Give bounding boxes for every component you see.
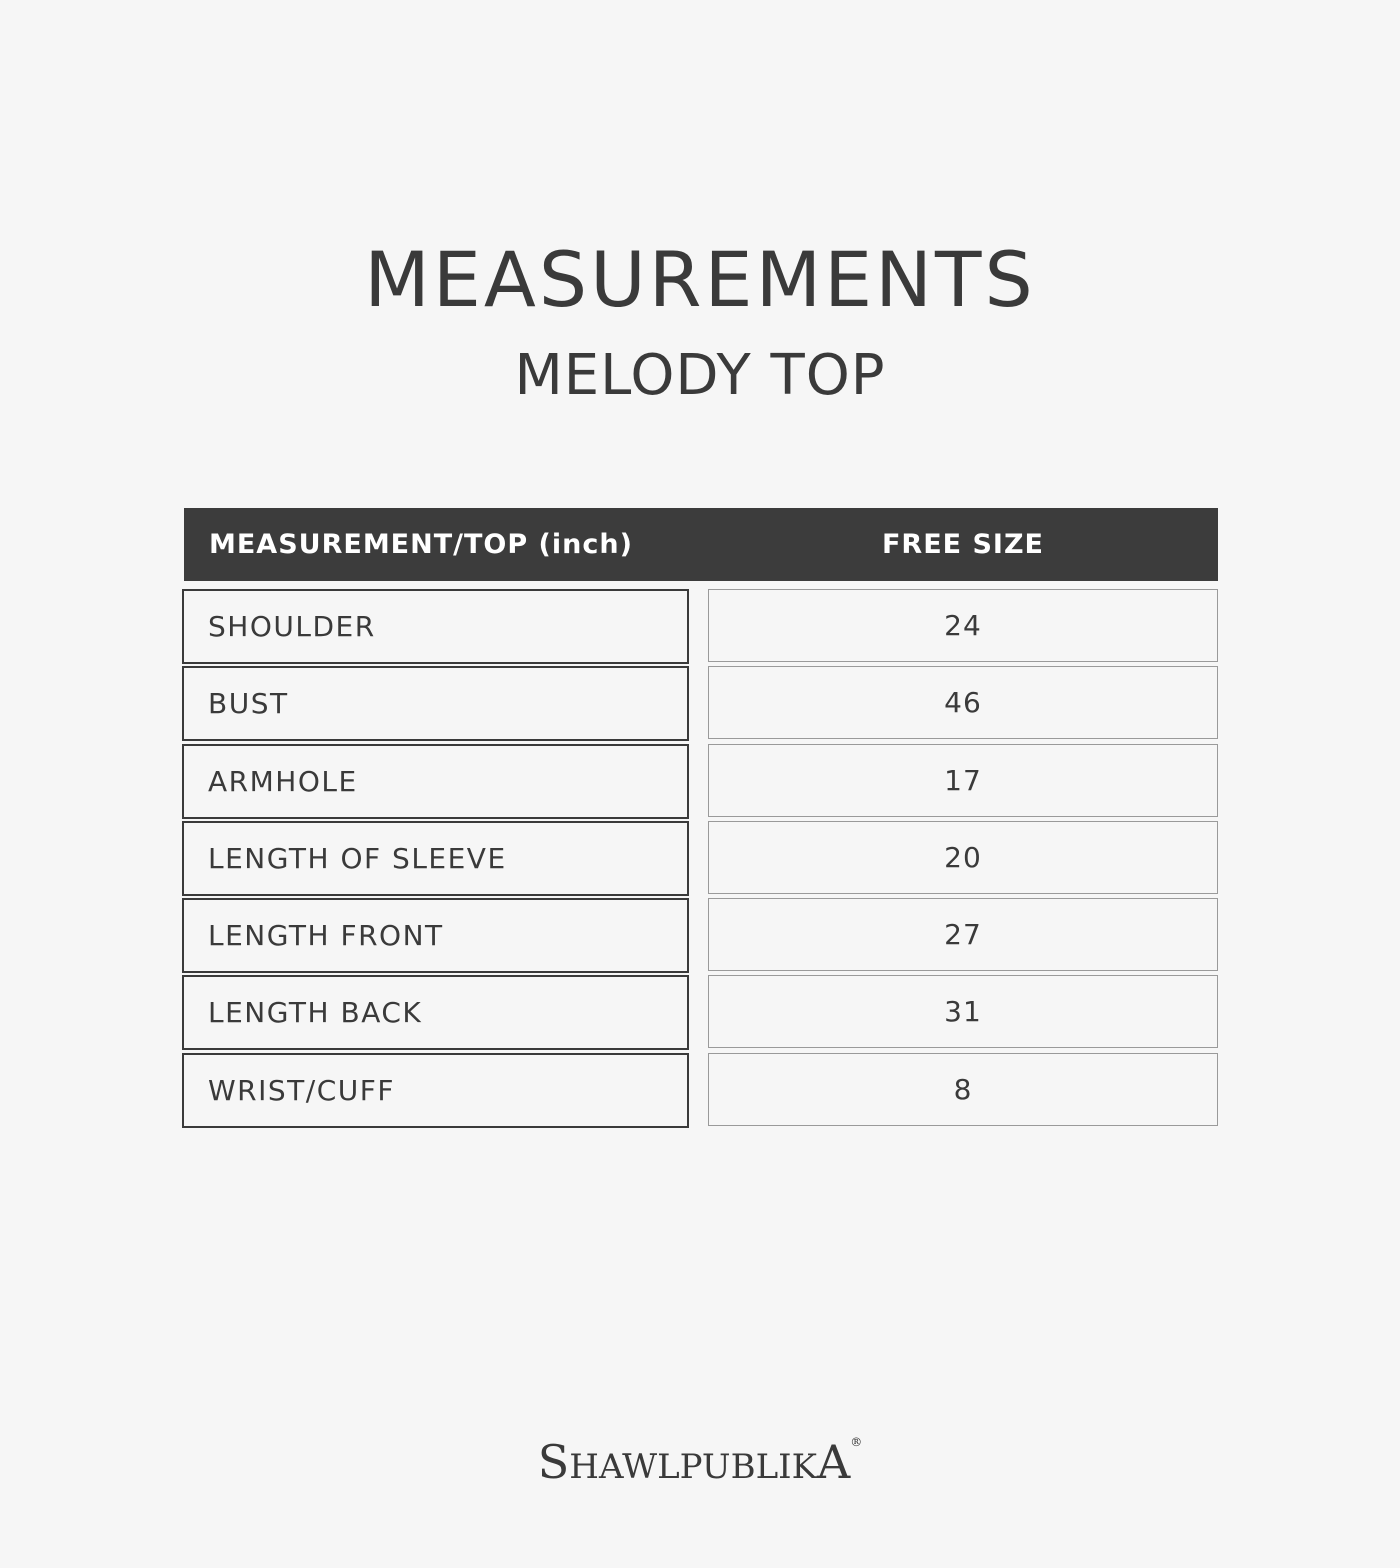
registered-mark: ® <box>850 1435 863 1449</box>
measurement-value: 46 <box>708 666 1218 739</box>
measurement-value: 24 <box>708 589 1218 662</box>
measurement-value: 8 <box>708 1053 1218 1126</box>
measurement-label: LENGTH FRONT <box>182 898 689 973</box>
logo-last-letter: A <box>816 1435 851 1489</box>
measurement-label: LENGTH OF SLEEVE <box>182 821 689 896</box>
brand-logo <box>0 1432 1400 1503</box>
table-row <box>182 589 1220 664</box>
logo-middle: HAWLPUBLIK <box>569 1447 817 1487</box>
measurement-value: 17 <box>708 744 1218 817</box>
table-row <box>182 1053 1220 1128</box>
measurement-label: LENGTH BACK <box>182 975 689 1050</box>
measurement-value: 31 <box>708 975 1218 1048</box>
measurement-label: SHOULDER <box>182 589 689 664</box>
measurement-label: BUST <box>182 666 689 741</box>
table-row <box>182 666 1220 741</box>
header-measurement-label: MEASUREMENT/TOP (inch) <box>209 529 633 560</box>
table-row <box>182 744 1220 819</box>
table-row <box>182 898 1220 973</box>
measurement-label: ARMHOLE <box>182 744 689 819</box>
measurement-value: 27 <box>708 898 1218 971</box>
table-row <box>182 975 1220 1050</box>
measurement-value: 20 <box>708 821 1218 894</box>
measurements-table <box>182 589 1220 1130</box>
header-size-label: FREE SIZE <box>881 529 1045 560</box>
measurement-label: WRIST/CUFF <box>182 1053 689 1128</box>
table-header <box>184 508 1218 581</box>
table-row <box>182 821 1220 896</box>
product-name: MELODY TOP <box>514 343 886 408</box>
logo-first-letter: S <box>537 1435 570 1489</box>
page-title: MEASUREMENTS <box>364 235 1036 324</box>
